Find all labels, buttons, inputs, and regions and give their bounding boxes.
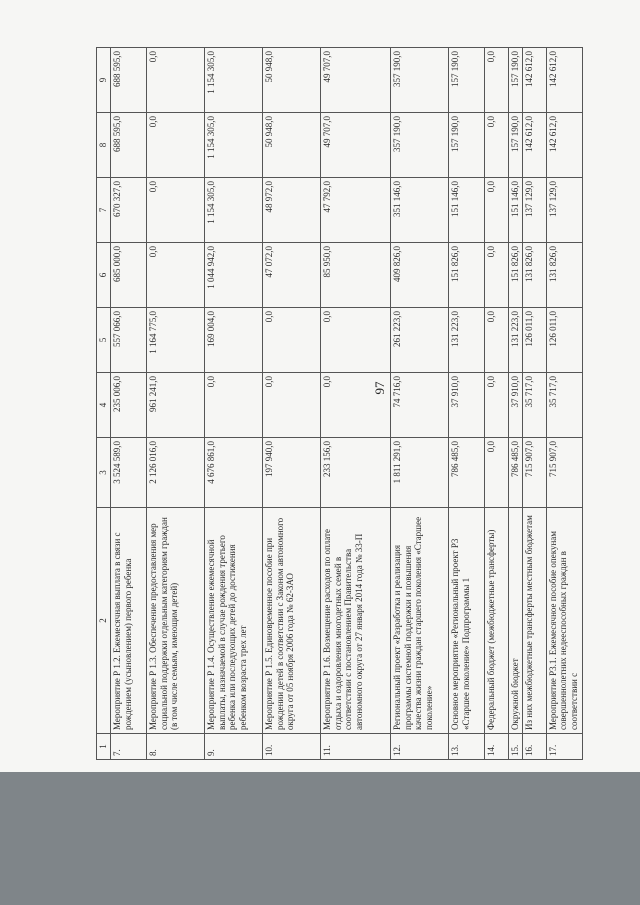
cell-value: 37 910,0 (448, 373, 484, 438)
cell-value: 0,0 (484, 113, 508, 178)
column-header: 6 (97, 243, 111, 308)
cell-value: 235 006,0 (110, 373, 146, 438)
row-name: Мероприятие Р 1.4. Осуществление ежемесячной выплаты, назначаемой в случае рождения третьего ребенка или последующих детей до достижения ребенком возраста трех лет (204, 508, 262, 734)
cell-value: 0,0 (484, 308, 508, 373)
cell-value: 1 164 775,0 (146, 308, 204, 373)
cell-value: 0,0 (484, 178, 508, 243)
cell-value: 0,0 (484, 48, 508, 113)
column-header: 9 (97, 48, 111, 113)
cell-value: 351 146,0 (390, 178, 448, 243)
cell-value: 142 612,0 (522, 48, 546, 113)
cell-value: 786 485,0 (508, 438, 522, 508)
column-header: 5 (97, 308, 111, 373)
cell-value: 74 716,0 (390, 373, 448, 438)
row-name: Из них межбюджетные трансферты местным бюджетам (522, 508, 546, 734)
table-row (262, 48, 320, 760)
column-header: 8 (97, 113, 111, 178)
row-number: 8. (146, 734, 204, 760)
cell-value: 131 223,0 (508, 308, 522, 373)
cell-value: 137 129,0 (522, 178, 546, 243)
row-name: Основное мероприятие «Региональный проект Р3 «Старшее поколение» Подпрограммы 1 (448, 508, 484, 734)
rotated-table-container (96, 48, 580, 760)
cell-value: 35 717,0 (546, 373, 582, 438)
row-name: Региональный проект «Разработка и реализация программы системной поддержки и повышения качества жизни граждан старшего поколения «Старшее поколение» (390, 508, 448, 734)
page-number: 97 (372, 381, 387, 395)
table-row (522, 48, 546, 760)
cell-value: 786 485,0 (448, 438, 484, 508)
cell-value: 151 146,0 (448, 178, 484, 243)
row-number: 17. (546, 734, 582, 760)
cell-value: 357 190,0 (390, 113, 448, 178)
cell-value: 151 146,0 (508, 178, 522, 243)
table-row (390, 48, 448, 760)
cell-value: 261 223,0 (390, 308, 448, 373)
row-number: 11. (320, 734, 390, 760)
cell-value: 47 072,0 (262, 243, 320, 308)
cell-value: 0,0 (484, 438, 508, 508)
cell-value: 0,0 (484, 243, 508, 308)
cell-value: 0,0 (262, 308, 320, 373)
cell-value: 131 826,0 (546, 243, 582, 308)
cell-value: 0,0 (146, 243, 204, 308)
cell-value: 35 717,0 (522, 373, 546, 438)
row-number: 14. (484, 734, 508, 760)
cell-value: 157 190,0 (448, 48, 484, 113)
row-name: Федеральный бюджет (межбюджетные трансферты) (484, 508, 508, 734)
cell-value: 2 126 016,0 (146, 438, 204, 508)
table-row (204, 48, 262, 760)
row-name: Мероприятие Р 1.6. Возмещение расходов по оплате отдыха и оздоровления многодетных семей в соответствии с постановлением Правительства автономного округа от 27 января 2014 года № 33-П (320, 508, 390, 734)
column-header: 2 (97, 508, 111, 734)
cell-value: 197 940,0 (262, 438, 320, 508)
row-number: 15. (508, 734, 522, 760)
cell-value: 131 826,0 (522, 243, 546, 308)
cell-value: 169 004,0 (204, 308, 262, 373)
cell-value: 4 676 861,0 (204, 438, 262, 508)
table-row (320, 48, 390, 760)
cell-value: 0,0 (204, 373, 262, 438)
cell-value: 142 612,0 (522, 113, 546, 178)
row-number: 7. (110, 734, 146, 760)
cell-value: 670 327,0 (110, 178, 146, 243)
row-name: Мероприятие Р 1.2. Ежемесячная выплата в связи с рождением (усыновлением) первого ребенка (110, 508, 146, 734)
column-number-header (97, 48, 111, 760)
cell-value: 0,0 (262, 373, 320, 438)
row-name: Мероприятие Р3.1. Ежемесячное пособие опекунам совершеннолетних недееспособных граждан в соответствии с (546, 508, 582, 734)
row-number: 10. (262, 734, 320, 760)
cell-value: 47 792,0 (320, 178, 390, 243)
cell-value: 131 223,0 (448, 308, 484, 373)
row-number: 12. (390, 734, 448, 760)
table-row (484, 48, 508, 760)
cell-value: 37 910,0 (508, 373, 522, 438)
table-row (110, 48, 146, 760)
cell-value: 157 190,0 (448, 113, 484, 178)
cell-value: 3 524 589,0 (110, 438, 146, 508)
cell-value: 1 811 291,0 (390, 438, 448, 508)
row-name: Мероприятие Р 1.3. Обеспечение предоставления мер социальной поддержки отдельным категориям граждан (в том числе семьям, имеющим детей) (146, 508, 204, 734)
cell-value: 142 612,0 (546, 48, 582, 113)
cell-value: 0,0 (484, 373, 508, 438)
column-header: 7 (97, 178, 111, 243)
column-header: 1 (97, 734, 111, 760)
cell-value: 151 826,0 (508, 243, 522, 308)
table-row (546, 48, 582, 760)
cell-value: 48 972,0 (262, 178, 320, 243)
cell-value: 715 907,0 (522, 438, 546, 508)
table-row (448, 48, 484, 760)
cell-value: 0,0 (320, 373, 390, 438)
cell-value: 685 000,0 (110, 243, 146, 308)
cell-value: 1 154 305,0 (204, 113, 262, 178)
row-name: Мероприятие Р 1.5. Единовременное пособие при рождении детей в соответствии с Законом автономного округа от 05 ноября 2006 года № 62-ЗАО (262, 508, 320, 734)
cell-value: 142 612,0 (546, 113, 582, 178)
cell-value: 126 011,0 (522, 308, 546, 373)
cell-value: 50 948,0 (262, 113, 320, 178)
budget-table (96, 47, 583, 760)
cell-value: 49 707,0 (320, 48, 390, 113)
cell-value: 157 190,0 (508, 48, 522, 113)
cell-value: 357 190,0 (390, 48, 448, 113)
cell-value: 409 826,0 (390, 243, 448, 308)
cell-value: 961 241,0 (146, 373, 204, 438)
cell-value: 137 129,0 (546, 178, 582, 243)
cell-value: 49 707,0 (320, 113, 390, 178)
cell-value: 688 595,0 (110, 48, 146, 113)
column-header: 3 (97, 438, 111, 508)
cell-value: 233 156,0 (320, 438, 390, 508)
cell-value: 0,0 (146, 48, 204, 113)
cell-value: 688 595,0 (110, 113, 146, 178)
cell-value: 50 948,0 (262, 48, 320, 113)
row-name: Окружной бюджет (508, 508, 522, 734)
row-number: 9. (204, 734, 262, 760)
cell-value: 85 950,0 (320, 243, 390, 308)
cell-value: 0,0 (320, 308, 390, 373)
table-row (146, 48, 204, 760)
cell-value: 1 154 305,0 (204, 48, 262, 113)
table-row (508, 48, 522, 760)
cell-value: 157 190,0 (508, 113, 522, 178)
cell-value: 0,0 (146, 178, 204, 243)
row-number: 16. (522, 734, 546, 760)
cell-value: 126 011,0 (546, 308, 582, 373)
cell-value: 1 154 305,0 (204, 178, 262, 243)
cell-value: 1 044 942,0 (204, 243, 262, 308)
cell-value: 0,0 (146, 113, 204, 178)
cell-value: 557 066,0 (110, 308, 146, 373)
column-header: 4 (97, 373, 111, 438)
cell-value: 715 907,0 (546, 438, 582, 508)
row-number: 13. (448, 734, 484, 760)
cell-value: 151 826,0 (448, 243, 484, 308)
